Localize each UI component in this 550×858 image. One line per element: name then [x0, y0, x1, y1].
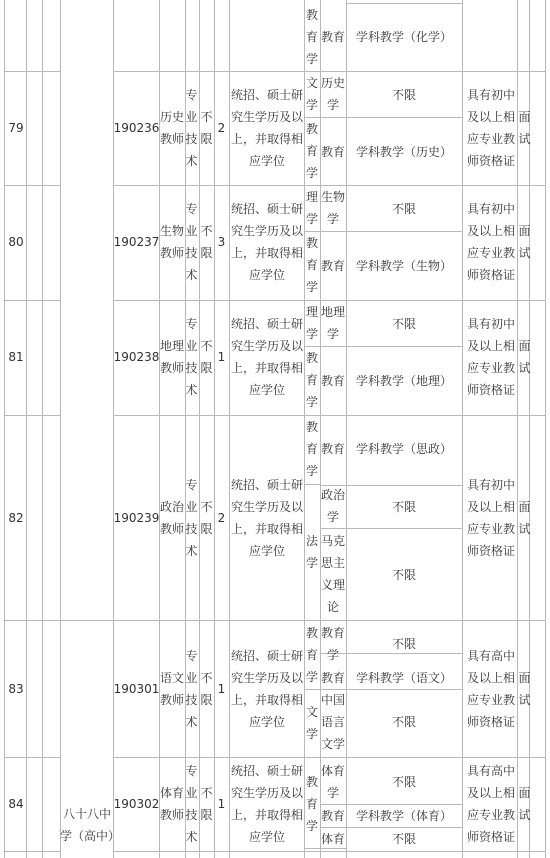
- grid-line: [4, 300, 60, 301]
- major-category: 文学: [305, 76, 318, 112]
- hiring-count: 2: [217, 511, 226, 525]
- education-requirement: 统招、硕士研究生学历及以上，并取得相应学位: [230, 88, 303, 168]
- major-category: 文学: [305, 705, 318, 741]
- grid-line: [60, 0, 61, 858]
- post-type: 专业技术: [185, 88, 198, 168]
- grid-line: [304, 346, 462, 347]
- certificate-requirement: 具有初中及以上相应专业教师资格证: [466, 88, 515, 168]
- major-subcategory: 中国语言文学: [320, 693, 345, 751]
- row-number: 80: [8, 235, 24, 249]
- major-subcategory: 体育学: [320, 764, 345, 800]
- grid-line: [304, 231, 462, 232]
- major-name: 不限: [391, 715, 416, 729]
- gender-requirement: 不限: [200, 110, 213, 146]
- position-name: 政治教师: [159, 500, 184, 536]
- major-subcategory: 教育: [320, 259, 345, 273]
- grid-line: [346, 3, 462, 4]
- hiring-count: 1: [217, 682, 226, 696]
- unit-name: 八十八中学（高中）: [60, 807, 121, 843]
- grid-line: [4, 851, 60, 852]
- position-code: 190236: [113, 121, 160, 135]
- major-subcategory: 马克思主义理论: [320, 534, 345, 614]
- gender-requirement: 不限: [200, 500, 213, 536]
- row-number: 79: [8, 121, 24, 135]
- major-name: 不限: [391, 637, 416, 651]
- major-name: 学科教学（思政）: [355, 442, 452, 456]
- certificate-requirement: 具有高中及以上相应专业教师资格证: [466, 764, 515, 844]
- position-code: 190301: [113, 682, 160, 696]
- grid-line: [320, 528, 462, 529]
- grid-line: [4, 415, 60, 416]
- row-number: 83: [8, 682, 24, 696]
- position-name: 历史教师: [159, 110, 184, 146]
- post-type: 专业技术: [185, 478, 198, 558]
- position-name: 语文教师: [159, 671, 184, 707]
- major-name: 不限: [391, 500, 416, 514]
- major-name: 学科教学（地理）: [355, 374, 452, 388]
- major-subcategory: 历史学: [320, 76, 345, 112]
- major-name-cell: 学科教学（化学）: [355, 30, 452, 44]
- major-subcategory: 教育学: [320, 626, 345, 662]
- major-subcategory: 地理学: [320, 305, 345, 341]
- education-requirement: 统招、硕士研究生学历及以上，并取得相应学位: [230, 317, 303, 397]
- major-name: 不限: [391, 317, 416, 331]
- education-requirement: 统招、硕士研究生学历及以上，并取得相应学位: [230, 764, 303, 844]
- major-subcategory: 教育: [320, 442, 345, 456]
- major-subcategory: 生物学: [320, 190, 345, 226]
- major-category: 教育学: [305, 775, 318, 833]
- grid-line: [113, 757, 545, 758]
- major-category: 理学: [305, 305, 318, 341]
- major-category: 教育学: [305, 351, 318, 409]
- education-requirement: 统招、硕士研究生学历及以上，并取得相应学位: [230, 649, 303, 729]
- certificate-requirement: 具有初中及以上相应专业教师资格证: [466, 478, 515, 558]
- hiring-count: 1: [217, 797, 226, 811]
- grid-line: [4, 757, 60, 758]
- row-number: 84: [8, 797, 24, 811]
- grid-line: [4, 71, 60, 72]
- major-name: 学科教学（历史）: [355, 145, 452, 159]
- certificate-requirement: 具有初中及以上相应专业教师资格证: [466, 202, 515, 282]
- post-type: 专业技术: [185, 764, 198, 844]
- position-code: 190237: [113, 235, 160, 249]
- gender-requirement: 不限: [200, 339, 213, 375]
- grid-line: [4, 0, 5, 858]
- grid-line: [4, 185, 60, 186]
- major-subcategory: 政治学: [320, 488, 345, 524]
- major-name: 不限: [391, 202, 416, 216]
- major-name: 不限: [391, 832, 416, 846]
- major-category: 教育学: [305, 122, 318, 180]
- grid-line: [113, 851, 545, 852]
- position-code: 190239: [113, 511, 160, 525]
- grid-line: [304, 689, 320, 690]
- grid-line: [304, 117, 462, 118]
- exam-method: 面试: [518, 110, 531, 146]
- post-type: 专业技术: [185, 649, 198, 729]
- position-name: 体育教师: [159, 786, 184, 822]
- grid-line: [113, 415, 545, 416]
- grid-line: [462, 0, 463, 858]
- exam-method: 面试: [518, 339, 531, 375]
- post-type: 专业技术: [185, 202, 198, 282]
- major-category: 法学: [305, 534, 318, 570]
- major-category: 教育学: [305, 236, 318, 294]
- post-type: 专业技术: [185, 317, 198, 397]
- major-name: 学科教学（体育）: [355, 809, 452, 823]
- major-name: 不限: [391, 568, 416, 582]
- row-number: 81: [8, 350, 24, 364]
- position-name: 地理教师: [159, 339, 184, 375]
- major-subcategory: 体育: [320, 832, 345, 846]
- grid-line: [26, 0, 27, 858]
- grid-line: [113, 620, 545, 621]
- major-name: 不限: [391, 775, 416, 789]
- hiring-count: 3: [217, 235, 226, 249]
- major-category: 教育学: [305, 626, 318, 684]
- education-requirement: 统招、硕士研究生学历及以上，并取得相应学位: [230, 478, 303, 558]
- major-name: 学科教学（生物）: [355, 259, 452, 273]
- gender-requirement: 不限: [200, 786, 213, 822]
- grid-line: [60, 620, 113, 621]
- certificate-requirement: 具有初中及以上相应专业教师资格证: [466, 317, 515, 397]
- major-subcategory: 教育: [320, 145, 345, 159]
- position-name: 生物教师: [159, 224, 184, 260]
- gender-requirement: 不限: [200, 224, 213, 260]
- exam-method: 面试: [518, 671, 531, 707]
- major-category: 理学: [305, 190, 318, 226]
- major-name: 学科教学（语文）: [355, 671, 452, 685]
- exam-method: 面试: [518, 786, 531, 822]
- hiring-count: 1: [217, 350, 226, 364]
- education-requirement: 统招、硕士研究生学历及以上，并取得相应学位: [230, 202, 303, 282]
- exam-method: 面试: [518, 500, 531, 536]
- major-subcategory: 教育: [320, 671, 345, 685]
- hiring-count: 2: [217, 121, 226, 135]
- grid-line: [42, 0, 43, 858]
- major-category: 教育学: [305, 420, 318, 478]
- grid-line: [4, 620, 60, 621]
- grid-line: [545, 0, 546, 858]
- grid-line: [304, 484, 320, 485]
- major-subcategory-cell: 教育: [320, 30, 345, 44]
- exam-method: 面试: [518, 224, 531, 260]
- major-subcategory: 教育: [320, 374, 345, 388]
- major-category-cell: 教育学: [305, 8, 318, 66]
- major-subcategory: 教育: [320, 809, 345, 823]
- gender-requirement: 不限: [200, 671, 213, 707]
- position-code: 190302: [113, 797, 160, 811]
- position-code: 190238: [113, 350, 160, 364]
- major-name: 不限: [391, 88, 416, 102]
- row-number: 82: [8, 511, 24, 525]
- certificate-requirement: 具有高中及以上相应专业教师资格证: [466, 649, 515, 729]
